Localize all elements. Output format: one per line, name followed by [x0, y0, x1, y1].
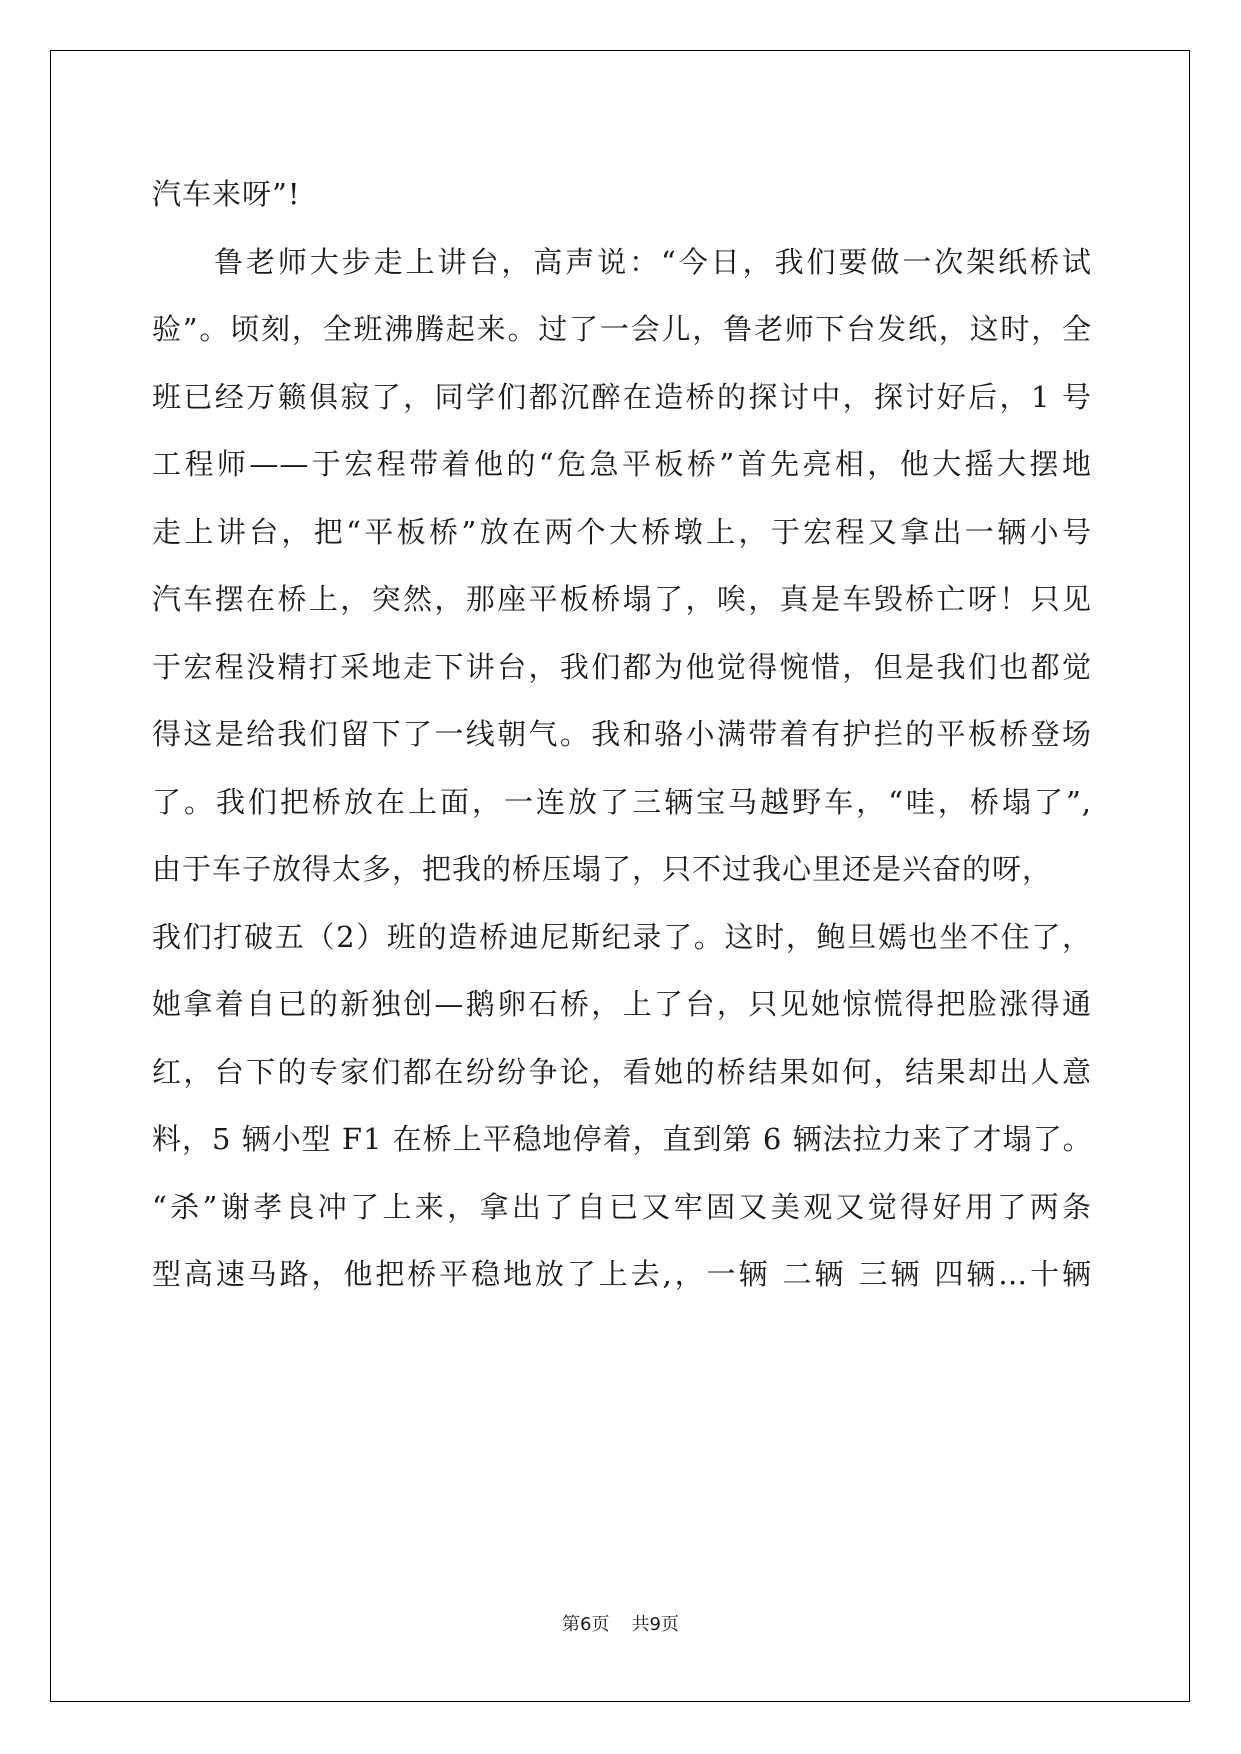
text-line: 红，台下的专家们都在纷纷争论，看她的桥结果如何，结果却出人意 — [152, 1054, 1092, 1089]
text-line: 验”。顷刻，全班沸腾起来。过了一会儿，鲁老师下台发纸，这时，全 — [152, 312, 1092, 346]
text-line: 鲁老师大步走上讲台，高声说：“今日，我们要做一次架纸桥试 — [214, 244, 1092, 279]
text-line: 型高速马路，他把桥平稳地放了上去,，一辆 二辆 三辆 四辆…十辆 — [152, 1257, 1092, 1291]
current-page-number: 6 — [580, 1614, 592, 1635]
total-prefix: 共 — [631, 1614, 650, 1635]
page-suffix: 页 — [591, 1614, 610, 1635]
text-line: 走上讲台，把“平板桥”放在两个大桥墩上，于宏程又拿出一辆小号 — [152, 514, 1092, 549]
text-line: 汽车来呀”! — [152, 177, 301, 211]
text-line: “杀”谢孝良冲了上来，拿出了自已又牢固又美观又觉得好用了两条 — [152, 1189, 1092, 1224]
total-suffix: 页 — [660, 1614, 679, 1635]
text-line: 了。我们把桥放在上面，一连放了三辆宝马越野车，“哇，桥塌了”, — [152, 784, 1092, 819]
text-line: 她拿着自已的新独创—鹅卵石桥，上了台，只见她惊慌得把脸涨得通 — [152, 987, 1092, 1021]
text-line: 于宏程没精打采地走下讲台，我们都为他觉得惋惜，但是我们也都觉 — [152, 649, 1092, 684]
text-line: 由于车子放得太多，把我的桥压塌了，只不过我心里还是兴奋的呀， — [152, 852, 1053, 886]
text-line: 得这是给我们留下了一线朝气。我和骆小满带着有护拦的平板桥登场 — [152, 717, 1092, 751]
page-number — [562, 1614, 609, 1635]
document-body — [152, 161, 1092, 1309]
text-line: 工程师——于宏程带着他的“危急平板桥”首先亮相，他大摇大摆地 — [152, 447, 1092, 481]
page-total — [632, 1614, 679, 1635]
page-footer — [0, 1610, 1241, 1636]
text-line: 我们打破五（2）班的造桥迪尼斯纪录了。这时，鲍旦嫣也坐不住了， — [152, 919, 1092, 954]
text-line: 班已经万籁俱寂了，同学们都沉醉在造桥的探讨中，探讨好后，1 号 — [152, 379, 1092, 414]
text-line: 料，5 辆小型 F1 在桥上平稳地停着，直到第 6 辆法拉力来了才塌了。 — [152, 1122, 1093, 1156]
page-prefix: 第 — [562, 1614, 581, 1635]
total-page-number: 9 — [649, 1614, 661, 1635]
text-line: 汽车摆在桥上，突然，那座平板桥塌了，唉，真是车毁桥亡呀！只见 — [152, 582, 1092, 616]
